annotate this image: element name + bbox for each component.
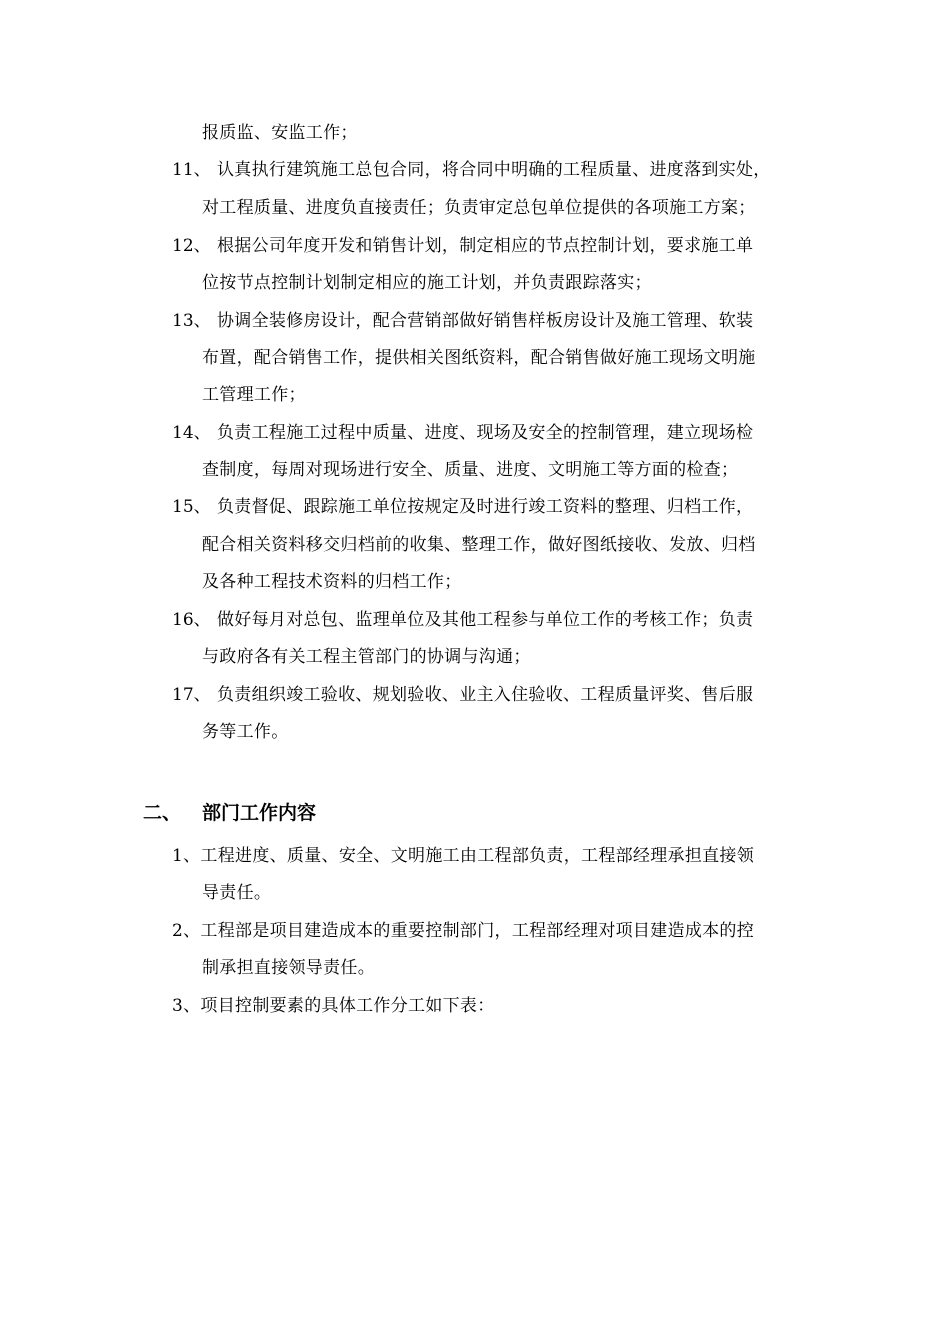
section-2-item-1-line-1: 1、工程进度、质量、安全、文明施工由工程部负责，工程部经理承担直接领 bbox=[172, 846, 755, 866]
section-2-item-2-line-2: 制承担直接领导责任。 bbox=[202, 958, 375, 978]
section-2-item-2-line-1: 2、工程部是项目建造成本的重要控制部门，工程部经理对项目建造成本的控 bbox=[172, 921, 755, 941]
section-2-title: 部门工作内容 bbox=[202, 802, 317, 824]
item-12-number: 12、 bbox=[172, 236, 211, 256]
item-15-number: 15、 bbox=[172, 497, 211, 517]
item-12-line-2: 位按节点控制计划制定相应的施工计划，并负责跟踪落实； bbox=[202, 273, 652, 293]
item-16-line-1: 做好每月对总包、监理单位及其他工程参与单位工作的考核工作；负责 bbox=[217, 610, 754, 630]
item-14-number: 14、 bbox=[172, 423, 211, 443]
item-13-number: 13、 bbox=[172, 311, 211, 331]
section-2-item-1-line-2: 导责任。 bbox=[202, 883, 272, 903]
item-13-line-2: 布置，配合销售工作，提供相关图纸资料，配合销售做好施工现场文明施 bbox=[202, 348, 756, 368]
item-17-line-2: 务等工作。 bbox=[202, 722, 289, 742]
item-11-line-2: 对工程质量、进度负直接责任；负责审定总包单位提供的各项施工方案； bbox=[202, 198, 756, 218]
item-11-line-1: 认真执行建筑施工总包合同，将合同中明确的工程质量、进度落到实处， bbox=[217, 160, 771, 180]
item-17-number: 17、 bbox=[172, 685, 211, 705]
item-14-line-2: 查制度，每周对现场进行安全、质量、进度、文明施工等方面的检查； bbox=[202, 460, 739, 480]
item-11-number: 11、 bbox=[172, 160, 211, 180]
item-15-line-3: 及各种工程技术资料的归档工作； bbox=[202, 572, 462, 592]
item-14-line-1: 负责工程施工过程中质量、进度、现场及安全的控制管理，建立现场检 bbox=[217, 423, 754, 443]
section-2-item-3-line-1: 3、项目控制要素的具体工作分工如下表： bbox=[172, 996, 495, 1016]
item-13-line-1: 协调全装修房设计，配合营销部做好销售样板房设计及施工管理、软装 bbox=[217, 311, 754, 331]
item-15-line-1: 负责督促、跟踪施工单位按规定及时进行竣工资料的整理、归档工作， bbox=[217, 497, 754, 517]
item-16-number: 16、 bbox=[172, 610, 211, 630]
item-17-line-1: 负责组织竣工验收、规划验收、业主入住验收、工程质量评奖、售后服 bbox=[217, 685, 754, 705]
continuation-line: 报质监、安监工作； bbox=[202, 123, 358, 143]
item-12-line-1: 根据公司年度开发和销售计划，制定相应的节点控制计划，要求施工单 bbox=[217, 236, 754, 256]
item-16-line-2: 与政府各有关工程主管部门的协调与沟通； bbox=[202, 647, 531, 667]
section-2-number: 二、 bbox=[143, 802, 182, 824]
item-13-line-3: 工管理工作； bbox=[202, 385, 306, 405]
item-15-line-2: 配合相关资料移交归档前的收集、整理工作，做好图纸接收、发放、归档 bbox=[202, 535, 756, 555]
